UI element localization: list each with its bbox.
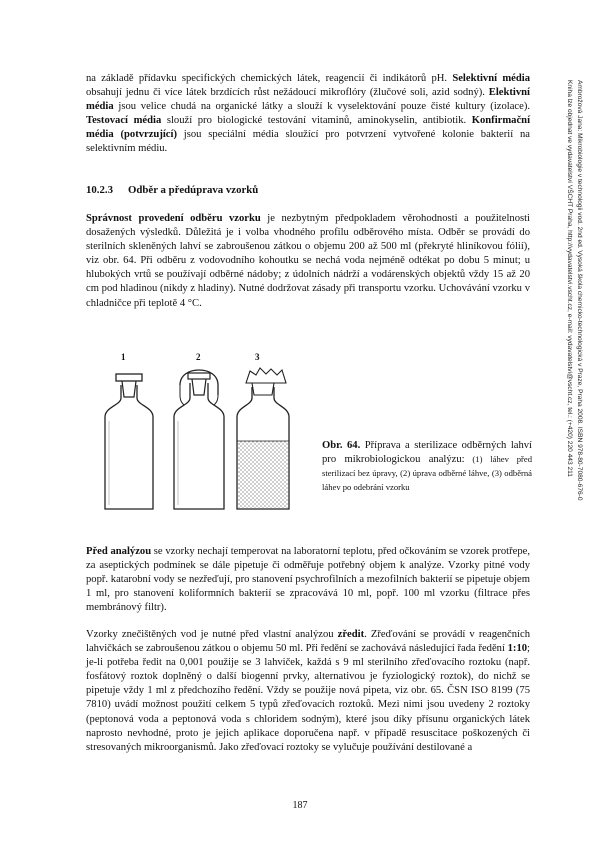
bottles-illustration (96, 365, 318, 515)
text-run: jsou velice chudá na organické látky a slouží k vyselektování pouze čisté kultury (izolace). (113, 101, 530, 113)
paragraph-media-types (86, 72, 530, 157)
text-run: obsahují jednu či více látek brzdících růst nežádoucí mikroflóry (žlučové soli, azid sodný). (86, 87, 489, 99)
paragraph-dilution (86, 628, 530, 755)
page-number: 187 (292, 800, 308, 811)
bottle-1 (105, 374, 153, 509)
figure-label-1: 1 (121, 352, 126, 362)
term-sampling-correctness: Správnost provedení odběru vzorku (86, 213, 261, 224)
term-selective-media: Selektivní média (452, 73, 530, 84)
term-confirmation-media: Konfirmační média (potvrzující) (86, 115, 531, 141)
term-test-media: Testovací média (86, 115, 162, 127)
publisher-sidebar (540, 80, 584, 600)
caption-detail: (1) láhev před sterilizací bez úpravy, (2) úprava odběrné láhve, (3) odběrná láhev po odebrání vzorku (322, 454, 532, 492)
figure-label-2: 2 (196, 352, 201, 362)
bottle-2 (174, 370, 224, 509)
paragraph-before-analysis (86, 545, 530, 615)
text-run: na základě přídavku specifických chemických látek, reagencií či indikátorů pH. (86, 73, 453, 84)
figure-label-3: 3 (255, 352, 260, 362)
section-title: Odběr a předúprava vzorků (128, 184, 259, 196)
text-run: ; je-li potřeba ředit na 0,001 použije se 3 lahviček, každá s 9 ml sterilního zřeďovacího roztoku (např. fosfátový roztok doplněný o další biogenní prvky, alternativou je fyziologický roztok), do nichž se pipetuje vždy 1 ml z předchozího ředění. Vždy se použije nová pipeta, viz obr. 65. ČSN ISO 8199 (75 7810) uvádí možnost použití celkem 5 typů zřeďovacích roztoků. Mezi nimi jsou uvedeny 2 roztoky (peptonová voda a peptonová voda s chloridem sodným), které jsou díky přísunu organických látek naprosto nevhodné, proto je jejich aplikace doporučena např. v případě resuscitace poškozených či stresovaných mikroorganismů. Jako zřeďovací roztoky se vylučuje používání destilované a (86, 643, 530, 753)
text-run: . Zřeďování se provádí v reagenčních lahvičkách se zabroušenou zátkou o objemu 50 ml. Při ředění se zachovává následující řada ředění (86, 629, 530, 655)
text-run: se vzorky nechají temperovat na laboratorní teplotu, před očkováním se vzorek protřepe, za aseptických podmínek se dále pipetuje či odměřuje potřebný objem k analýze. Vzorky pitné vody popř. katarobní vody se nezřeďují, pro stanovení psychrofilních a mezofilních bakterií se pipetuje objem 1 ml, pro stanovení koliformních bakterií se zpracovává 10 ml, popř. 100 ml vzorku (filtrace přes membránový filtr). (86, 546, 530, 614)
caption-title: Obr. 64. (322, 440, 361, 451)
term-dilution-ratio: 1:10 (507, 643, 528, 655)
section-number: 10.2.3 (86, 184, 113, 196)
section-heading (86, 184, 258, 196)
term-dilute: zředit (337, 629, 365, 640)
sidebar-citation: Ambrožová Jana: Mikrobiologie v technologii vod. 2nd ed. Vysoká škola chemicko-technologická v Praze, Praha 2008. ISBN 978-80-7080-676-0 (576, 80, 583, 501)
caption-main: Příprava a sterilizace odběrných lahví pro mikrobiologickou analýzu: (322, 440, 532, 465)
figure-caption (322, 439, 532, 495)
text-run: slouží pro biologické testování vitaminů, aminokyselin, antibiotik. (161, 115, 472, 127)
text-run: je nezbytným předpokladem věrohodnosti a použitelnosti dosažených výsledků. Důležitá je i volba vhodného profilu odběrového místa. Odběr se provádí do sterilních skleněných lahví se zabroušenou zátkou o objemu 200 až 500 ml (překryté hliníkovou fólií), viz obr. 64. Při odběru z vodovodního kohoutku se nechá voda nejméně odtékat po dobu 5 minut; u hlubokých vrtů se používají odběrné nádoby; z údolních nádrží a vodárenských objektů vždy 15 až 20 cm pod hladinou (nikdy z hladiny). Nutné dodržovat zásady při transportu vzorku. Uchovávání vzorku v chladničce při teplotě 4 °C. (86, 213, 530, 309)
sidebar-order-info: Kniha lze objednat ve vydavatelství VŠCHT Praha, http://vydavatelstvi.vscht.cz, e-mail: vydavatelstvi@vscht.cz, tel.: (+420) 220 443 211 (566, 80, 574, 477)
term-before-analysis: Před analýzou (86, 546, 152, 557)
bottle-3 (237, 368, 289, 509)
text-run: Vzorky znečištěných vod je nutné před vlastní analýzou (86, 629, 338, 640)
paragraph-sampling (86, 212, 530, 311)
term-elective-media: Elektivní média (86, 87, 530, 113)
text-run: jsou speciální média sloužící pro potvrzení vytvořené kolonie bakterií na selektivním médiu. (86, 129, 530, 155)
